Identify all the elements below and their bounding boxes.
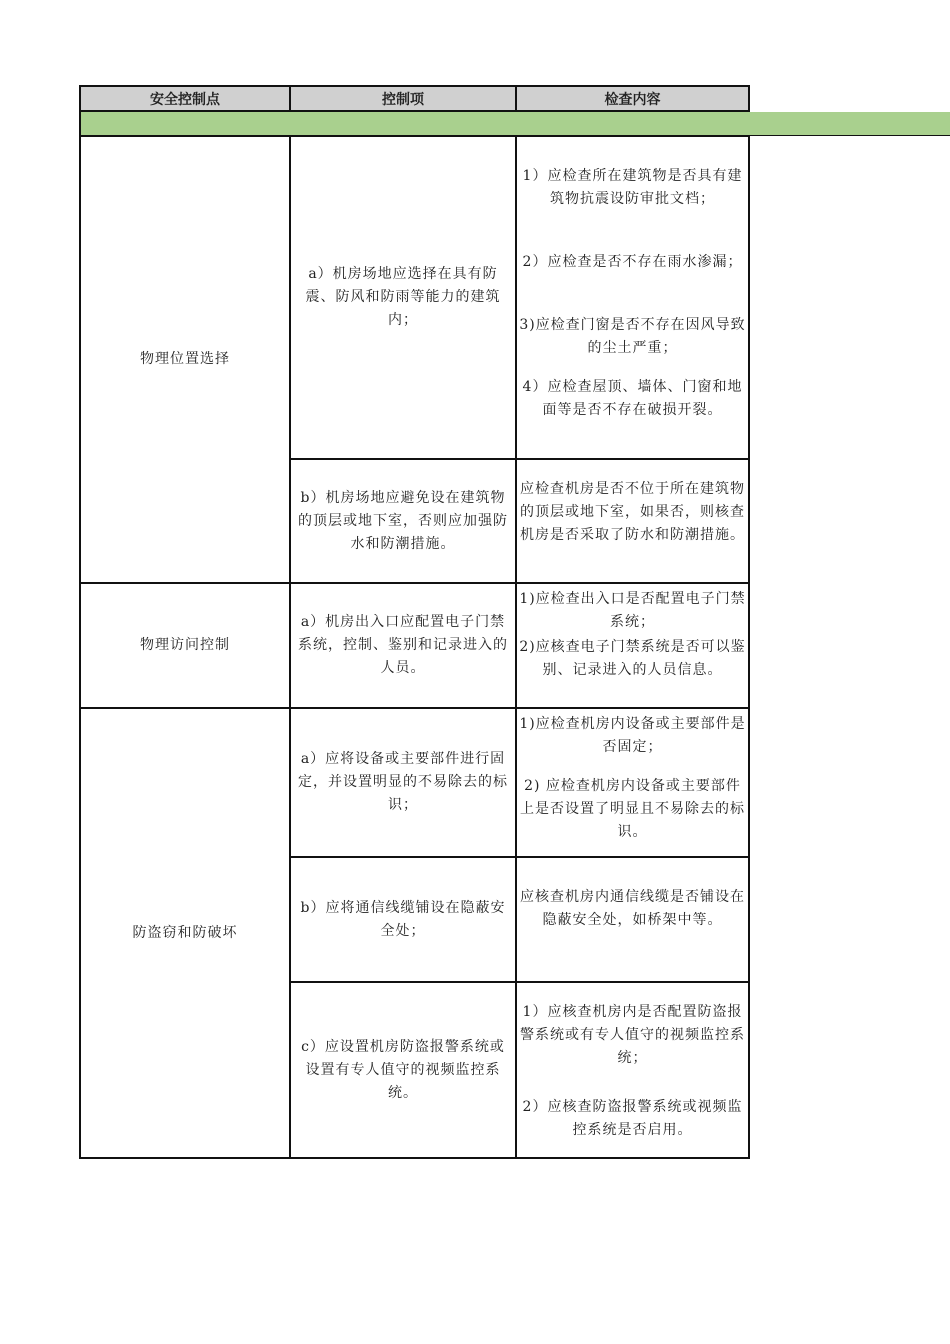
control-point-physical-location: [79, 135, 291, 584]
control-item-3a: [289, 707, 517, 858]
check-text: 1)应检查出入口是否配置电子门禁系统；: [519, 591, 746, 630]
control-item-1a: [289, 135, 517, 460]
check-content-3b: [515, 856, 750, 983]
check-content-3c: [515, 981, 750, 1159]
check-text: 3)应检查门窗是否不存在因风导致的尘土严重；: [519, 317, 746, 356]
control-item-text: a）机房场地应选择在具有防震、防风和防雨等能力的建筑内；: [305, 266, 501, 328]
control-item-text: c）应设置机房防盗报警系统或设置有专人值守的视频监控系统。: [301, 1038, 505, 1101]
control-item-2a: [289, 582, 517, 709]
control-point-anti-theft: [79, 707, 291, 1159]
check-text: 2）应核查防盗报警系统或视频监控系统是否启用。: [522, 1099, 743, 1138]
check-text: 2) 应检查机房内设备或主要部件上是否设置了明显且不易除去的标识。: [520, 778, 745, 840]
control-point-label: 防盗窃和防破坏: [132, 924, 238, 941]
check-content-3a: [515, 707, 750, 858]
check-content-2a: [515, 582, 750, 709]
control-item-text: a）机房出入口应配置电子门禁系统，控制、鉴别和记录进入的人员。: [298, 614, 508, 676]
control-point-label: 物理位置选择: [140, 351, 230, 367]
control-item-1b: [289, 458, 517, 584]
control-item-3c: [289, 981, 517, 1159]
control-item-text: b）机房场地应避免设在建筑物的顶层或地下室，否则应加强防水和防潮措施。: [298, 489, 508, 552]
check-text: 2)应核查电子门禁系统是否可以鉴别、记录进入的人员信息。: [519, 639, 746, 678]
control-item-3b: [289, 856, 517, 983]
control-item-text: a）应将设备或主要部件进行固定，并设置明显的不易除去的标识；: [298, 751, 508, 813]
check-text: 1）应核查机房内是否配置防盗报警系统或有专人值守的视频监控系统；: [520, 1004, 745, 1066]
check-text: 应核查机房内通信线缆是否铺设在隐蔽安全处，如桥架中等。: [520, 889, 745, 928]
control-item-text: b）应将通信线缆铺设在隐蔽安全处；: [300, 899, 506, 939]
header-control-item: 控制项: [289, 85, 517, 112]
check-text: 2）应检查是否不存在雨水渗漏；: [522, 254, 743, 270]
check-text: 应检查机房是否不位于所在建筑物的顶层或地下室，如果否，则核查机房是否采取了防水和防潮措施。: [520, 481, 745, 543]
section-band: [79, 112, 950, 136]
control-point-label: 物理访问控制: [140, 637, 230, 653]
check-content-1b: [515, 458, 750, 584]
header-security-control-point: 安全控制点: [79, 85, 291, 112]
check-text: 1）应检查所在建筑物是否具有建筑物抗震设防审批文档；: [522, 168, 743, 207]
control-point-physical-access: [79, 582, 291, 709]
check-text: 4）应检查屋顶、墙体、门窗和地面等是否不存在破损开裂。: [522, 379, 743, 418]
check-content-1a: [515, 135, 750, 460]
check-text: 1)应检查机房内设备或主要部件是否固定；: [519, 716, 746, 755]
header-check-content: 检查内容: [515, 85, 750, 112]
